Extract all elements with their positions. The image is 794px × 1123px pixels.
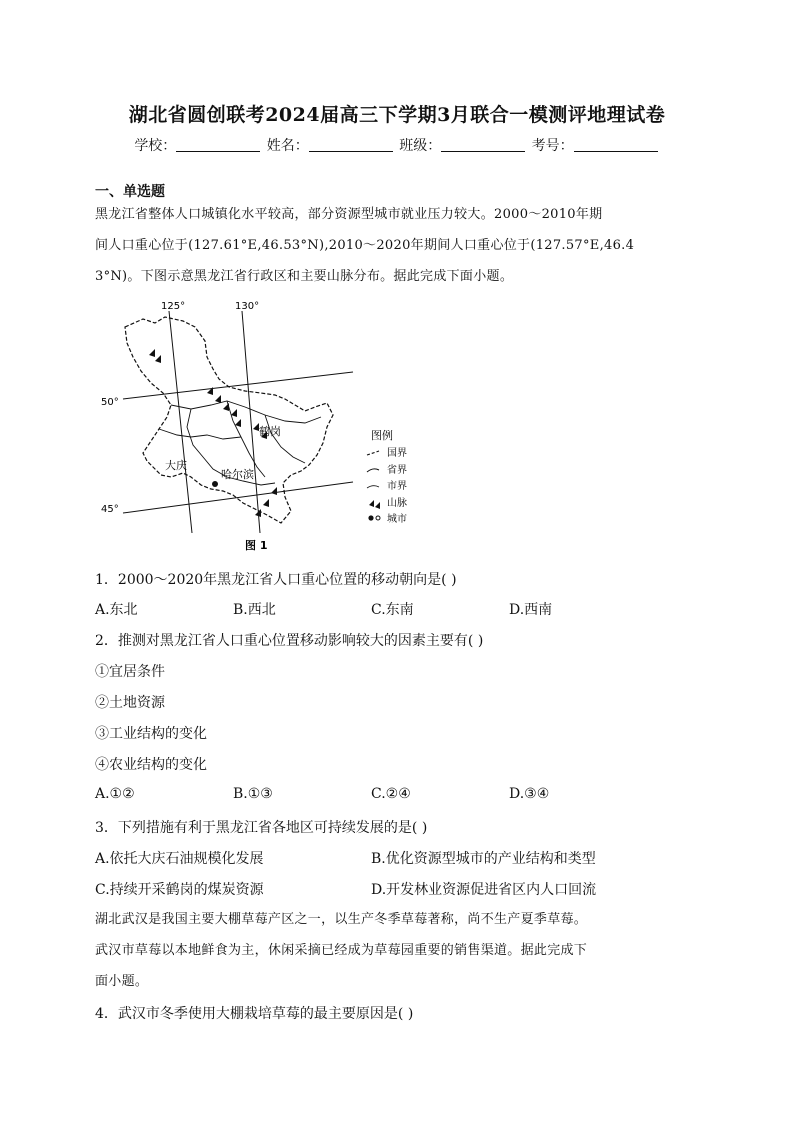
passage-1 — [95, 199, 701, 292]
q2-statement: ③工业结构的变化 — [95, 726, 207, 742]
legend-mountain: 山脉 — [387, 498, 407, 509]
question-3: 3．下列措施有利于黑龙江省各地区可持续发展的是( ) — [95, 820, 428, 836]
meridian-130 — [242, 311, 260, 533]
q2-statement: ②土地资源 — [95, 695, 165, 711]
city-label-hegang: 鹤岗 — [259, 425, 281, 438]
class-blank — [441, 137, 525, 152]
label-lat-45: 45° — [101, 504, 119, 515]
school-blank — [176, 137, 260, 152]
heilongjiang-map — [95, 297, 425, 555]
q1-option-b[interactable]: B.西北 — [233, 602, 276, 618]
q3-option-b[interactable]: B.优化资源型城市的产业结构和类型 — [371, 851, 596, 867]
legend-province-line — [367, 469, 379, 472]
legend-city-line — [367, 486, 379, 488]
q2-option-d[interactable]: D.③④ — [509, 786, 550, 802]
passage-1-line: 黑龙江省整体人口城镇化水平较高，部分资源型城市就业压力较大。2000～2010年期 — [95, 207, 603, 222]
passage-2-line: 武汉市草莓以本地鲜食为主，休闲采摘已经成为草莓园重要的销售渠道。据此完成下 — [95, 943, 588, 958]
q1-option-a[interactable]: A.东北 — [95, 602, 138, 618]
city-boundary — [159, 429, 241, 439]
passage-2-line: 面小题。 — [95, 974, 149, 989]
q2-statement: ④农业结构的变化 — [95, 757, 207, 773]
parallel-45 — [123, 482, 353, 513]
legend-citydot-icon — [376, 516, 380, 520]
passage-1-line: 间人口重心位于(127.61°E,46.53°N),2010～2020年期间人口重心位于(127.57°E,46.4 — [95, 238, 635, 253]
legend-province: 省界 — [387, 465, 407, 476]
parallel-50 — [123, 372, 353, 399]
label-lat-50: 50° — [101, 397, 119, 408]
number-label: 考号： — [531, 138, 574, 154]
legend-mountain-icon — [369, 500, 380, 509]
class-label: 班级： — [399, 138, 442, 154]
legend-title: 图例 — [371, 429, 393, 442]
q1-option-d[interactable]: D.西南 — [509, 602, 553, 618]
q3-option-a[interactable]: A.依托大庆石油规模化发展 — [95, 851, 264, 867]
legend-border-line — [367, 451, 379, 455]
q2-statement: ①宜居条件 — [95, 664, 165, 680]
q3-option-c[interactable]: C.持续开采鹤岗的煤炭资源 — [95, 882, 264, 898]
label-lon-130: 130° — [235, 301, 260, 312]
school-label: 学校： — [134, 138, 177, 154]
question-4: 4．武汉市冬季使用大棚栽培草莓的最主要原因是( ) — [95, 1006, 414, 1022]
q3-option-d[interactable]: D.开发林业资源促进省区内人口回流 — [371, 882, 597, 898]
name-label: 姓名： — [266, 138, 309, 154]
legend-citydot-icon — [368, 515, 373, 520]
legend-city: 市界 — [387, 481, 407, 492]
legend-border: 国界 — [387, 448, 407, 459]
province-boundary — [171, 401, 321, 423]
question-1: 1．2000～2020年黑龙江省人口重心位置的移动朝向是( ) — [95, 572, 457, 588]
map-caption: 图 1 — [245, 539, 268, 552]
mountain-symbols — [149, 349, 277, 517]
q2-option-b[interactable]: B.①③ — [233, 786, 273, 802]
section-heading: 一、单选题 — [95, 184, 165, 200]
number-blank — [574, 137, 658, 152]
passage-2 — [95, 904, 701, 997]
q2-option-a[interactable]: A.①② — [95, 786, 135, 802]
city-label-daqing: 大庆 — [165, 459, 187, 472]
city-dot-harbin — [212, 481, 218, 487]
q2-option-c[interactable]: C.②④ — [371, 786, 411, 802]
city-label-harbin: 哈尔滨 — [221, 468, 254, 481]
border-outline — [125, 317, 333, 523]
question-2: 2．推测对黑龙江省人口重心位置移动影响较大的因素主要有( ) — [95, 633, 484, 649]
page-title: 湖北省圆创联考2024届高三下学期3月联合一模测评地理试卷 — [128, 104, 666, 126]
legend-citydot: 城市 — [387, 514, 407, 525]
label-lon-125: 125° — [161, 301, 186, 312]
name-blank — [309, 137, 393, 152]
q1-option-c[interactable]: C.东南 — [371, 602, 414, 618]
student-info-line — [0, 135, 794, 155]
passage-1-line: 3°N)。下图示意黑龙江省行政区和主要山脉分布。据此完成下面小题。 — [95, 269, 514, 284]
passage-2-line: 湖北武汉是我国主要大棚草莓产区之一，以生产冬季草莓著称，尚不生产夏季草莓。 — [95, 912, 588, 927]
